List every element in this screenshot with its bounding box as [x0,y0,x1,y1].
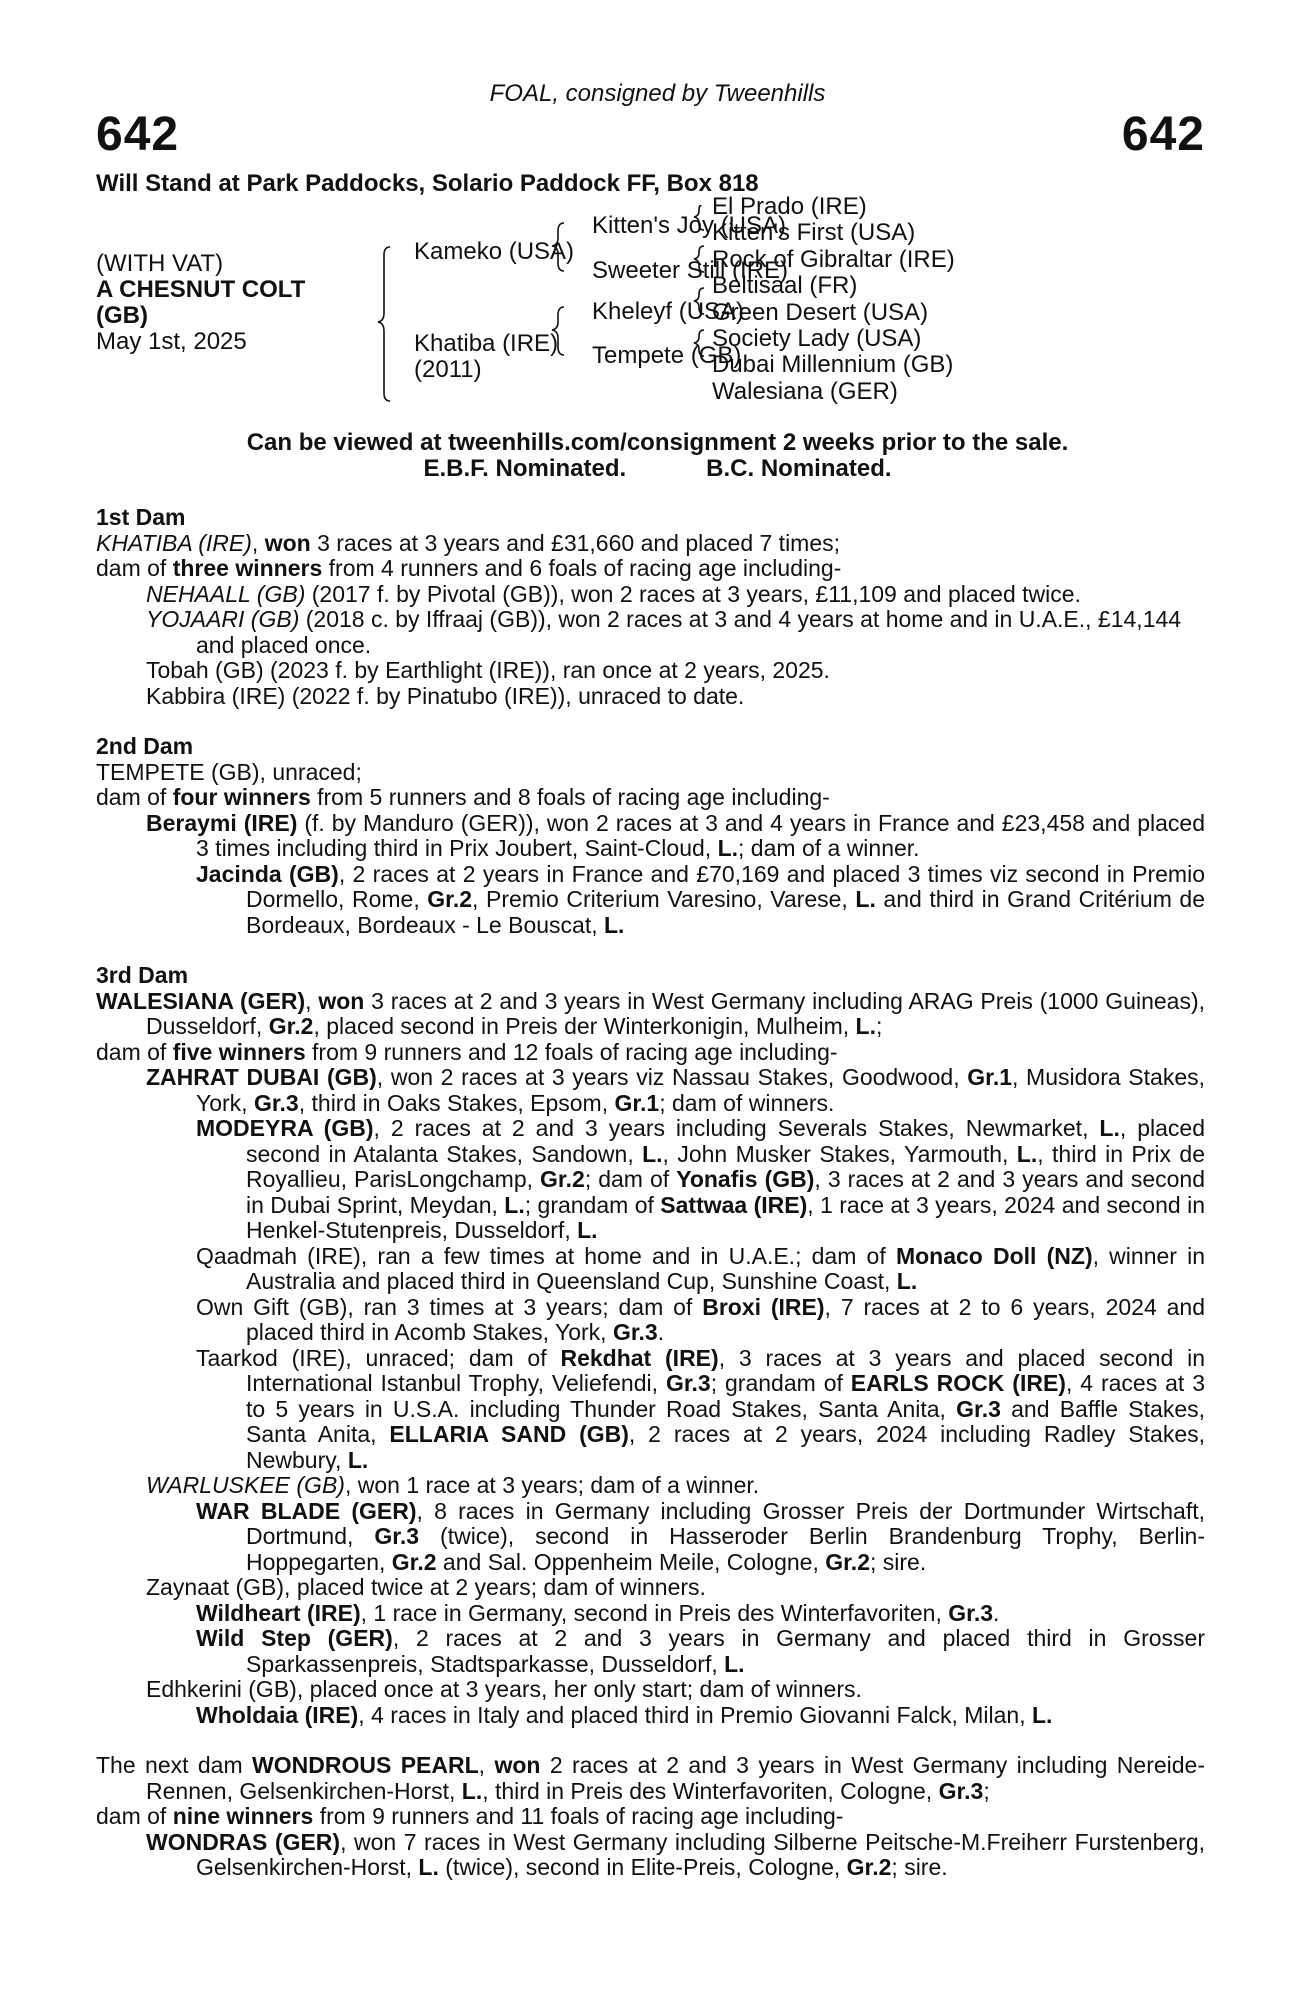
first-dam-produce: dam of three winners from 4 runners and 6 foals of racing age including- [96,555,842,581]
list-item: Wholdaia (IRE), 4 races in Italy and placed third in Premio Giovanni Falck, Milan, L. [196,1701,1053,1728]
list-item: WARLUSKEE (GB), won 1 race at 3 years; dam of a winner. [146,1472,760,1498]
list-item: Zaynaat (GB), placed twice at 2 years; dam of winners. [146,1574,706,1600]
foal-name: A CHESNUT COLT [96,276,306,303]
foal-country: (GB) [96,302,148,329]
ebf-nominated: E.B.F. Nominated. [423,455,627,482]
list-item: Qaadmah (IRE), ran a few times at home and in U.A.E.; dam of Monaco Doll (NZ), winner in Australia and placed third in Queensland Cup, Sunshine Coast, L. [196,1242,1206,1294]
foal-vat: (WITH VAT) [96,250,224,277]
first-dam-heading: 1st Dam [96,504,186,530]
gen4-ancestor: Beltisaal (FR) [712,272,858,299]
third-dam-heading: 3rd Dam [96,962,189,988]
list-item: WAR BLADE (GER), 8 races in Germany including Grosser Preis der Dortmunder Wirtschaft, Dortmund, Gr.3 (twice), second in Hasseroder Berlin Brandenburg Trophy, Berlin-Hoppegarten, Gr.2 and Sal. Oppenheim Meile, Cologne, Gr.2; sire. [196,1497,1206,1575]
lot-number-left: 642 [96,108,180,161]
list-item: Taarkod (IRE), unraced; dam of Rekdhat (IRE), 3 races at 3 years and placed second in International Istanbul Trophy, Veliefendi, Gr.3; grandam of EARLS ROCK (IRE), 4 races at 3 to 5 years in U.S.A. including Thunder Road Stakes, Santa Anita, Gr.3 and Baffle Stakes, Santa Anita, ELLARIA SAND (GB), 2 races at 2 years, 2024 including Radley Stakes, Newbury, L. [196,1344,1205,1473]
pedigree-table [96,193,1216,420]
third-dam-produce: dam of five winners from 9 runners and 12 foals of racing age including- [96,1038,838,1065]
second-dam-record: TEMPETE (GB), unraced; [96,758,362,785]
dam-year: (2011) [414,356,482,383]
list-item: Tobah (GB) (2023 f. by Earthlight (IRE)), ran once at 2 years, 2025. [146,657,830,683]
list-item: Jacinda (GB), 2 races at 2 years in France and £70,169 and placed 3 times viz second in Premio Dormello, Rome, Gr.2, Premio Criterium Varesino, Varese, L. and third in Grand Critérium de Bordeaux, Bordeaux - Le Bouscat, L. [196,860,1205,938]
list-item: YOJAARI (GB) (2018 c. by Iffraaj (GB)), won 2 races at 3 and 4 years at home and in U.A.E., £14,144 and placed once. [146,606,1182,658]
stand-location: Will Stand at Park Paddocks, Solario Paddock FF, Box 818 [96,170,759,197]
gen4-ancestor: Society Lady (USA) [712,325,922,352]
list-item: ZAHRAT DUBAI (GB), won 2 races at 3 years viz Nassau Stakes, Goodwood, Gr.1, Musidora Stakes, York, Gr.3, third in Oaks Stakes, Epsom, Gr.1; dam of winners. [146,1064,1206,1116]
list-item: Kabbira (IRE) (2022 f. by Pinatubo (IRE)), unraced to date. [146,682,745,709]
list-item: MODEYRA (GB), 2 races at 2 and 3 years including Severals Stakes, Newmarket, L., placed second in Atalanta Stakes, Sandown, L., John Musker Stakes, Yarmouth, L., third in Prix de Royallieu, ParisLongchamp, Gr.2; dam of Yonafis (GB), 3 races at 2 and 3 years and second in Dubai Sprint, Meydan, L.; grandam of Sattwaa (IRE), 1 race at 3 years, 2024 and second in Henkel-Stutenpreis, Dusseldorf, L. [196,1115,1205,1243]
dam: Khatiba (IRE) [414,330,559,357]
gen4-ancestor: Dubai Millennium (GB) [712,351,954,378]
list-item: Wild Step (GER), 2 races at 2 and 3 years in Germany and placed third in Grosser Sparkassenpreis, Stadtsparkasse, Dusseldorf, L. [196,1625,1205,1677]
list-item: NEHAALL (GB) (2017 f. by Pivotal (GB)), won 2 races at 3 years, £11,109 and placed twice. [146,580,1081,607]
dam-dam: Tempete (GB) [592,342,742,369]
produce-record [96,505,1205,1881]
gen4-ancestor: El Prado (IRE) [712,193,867,220]
gen4-ancestor: Green Desert (USA) [712,299,929,326]
sire: Kameko (USA) [414,238,575,265]
lot-number-right: 642 [1121,108,1205,161]
next-dam-produce: dam of nine winners from 9 runners and 11 foals of racing age including- [96,1803,844,1829]
foal-date: May 1st, 2025 [96,328,247,355]
sire-dam: Sweeter Still (IRE) [592,257,789,284]
sire-sire: Kitten's Joy (USA) [592,212,786,239]
bracket-main [378,247,390,401]
gen4-ancestor: Rock of Gibraltar (IRE) [712,246,955,273]
first-dam-record: KHATIBA (IRE), won 3 races at 3 years and £31,660 and placed 7 times; [96,529,841,556]
notices [0,430,1315,482]
second-dam-heading: 2nd Dam [96,733,194,759]
next-dam-record: The next dam WONDROUS PEARL, won 2 races at 2 and 3 years in West Germany including Nereide-Rennen, Gelsenkirchen-Horst, L., third in Preis des Winterfavoriten, Cologne, Gr.3; [96,1752,1205,1804]
dam-sire: Kheleyf (USA) [592,298,745,325]
list-item: Wildheart (IRE), 1 race in Germany, second in Preis des Winterfavoriten, Gr.3. [196,1599,1000,1626]
list-item: WONDRAS (GER), won 7 races in West Germany including Silberne Peitsche-M.Freiherr Furstenberg, Gelsenkirchen-Horst, L. (twice), second in Elite-Preis, Cologne, Gr.2; sire. [146,1828,1205,1880]
viewing-notice: Can be viewed at tweenhills.com/consignment 2 weeks prior to the sale. [246,429,1069,456]
consignment-subtitle: FOAL, consigned by Tweenhills [489,80,826,107]
list-item: Edhkerini (GB), placed once at 3 years, her only start; dam of winners. [146,1676,862,1702]
list-item: Own Gift (GB), ran 3 times at 3 years; dam of Broxi (IRE), 7 races at 2 to 6 years, 2024 and placed third in Acomb Stakes, York, Gr.3. [196,1293,1206,1345]
gen4-ancestor: Kitten's First (USA) [712,219,916,246]
bc-nominated: B.C. Nominated. [706,455,892,482]
third-dam-record: WALESIANA (GER), won 3 races at 2 and 3 years in West Germany including ARAG Preis (1000 Guineas), Dusseldorf, Gr.2, placed second in Preis der Winterkonigin, Mulheim, L.; [96,987,1205,1039]
gen4-ancestor: Walesiana (GER) [712,378,898,405]
nomination-line [0,456,1315,482]
list-item: Beraymi (IRE) (f. by Manduro (GER)), won 2 races at 3 and 4 years in France and £23,458 and placed 3 times including third in Prix Joubert, Saint-Cloud, L.; dam of a winner. [146,809,1205,861]
second-dam-produce: dam of four winners from 5 runners and 8 foals of racing age including- [96,784,830,810]
